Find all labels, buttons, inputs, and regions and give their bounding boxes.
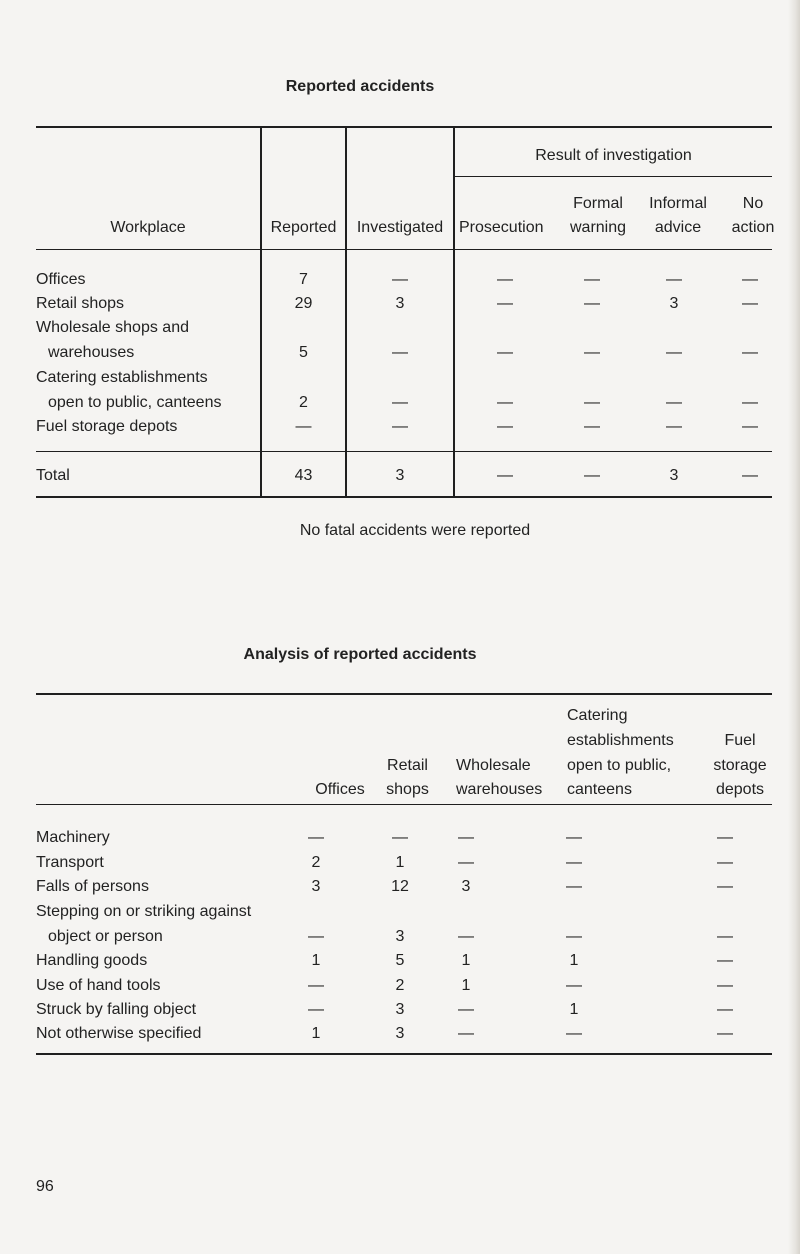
cell-wholesale: —: [458, 1001, 474, 1018]
table2-bottom-rule: [36, 1053, 772, 1055]
header-formal-line1: Formal: [573, 195, 623, 212]
header-retail-line1: Retail: [387, 757, 428, 774]
cell-prosecution: —: [497, 418, 513, 435]
cell-retail: 3: [395, 1025, 405, 1042]
table2-header-rule: [36, 804, 772, 805]
cell-fuel: —: [717, 878, 733, 895]
header-catering-line1: Catering: [567, 707, 628, 724]
cell-catering: —: [566, 854, 582, 871]
cell-fuel: —: [717, 854, 733, 871]
cell-investigated: —: [392, 271, 408, 288]
cell-investigated: —: [392, 344, 408, 361]
cell-catering: —: [566, 878, 582, 895]
cell-formal: —: [584, 344, 600, 361]
cell-noaction: —: [742, 271, 758, 288]
header-noaction-line2: action: [731, 219, 775, 236]
header-catering-line4: canteens: [567, 781, 632, 798]
cell-offices: —: [308, 829, 324, 846]
header-retail-line2: shops: [386, 781, 429, 798]
cell-formal: —: [584, 295, 600, 312]
cell-reported: 29: [294, 295, 313, 312]
row-label-cont: warehouses: [48, 344, 135, 361]
cell-catering: 1: [569, 1001, 579, 1018]
table1-bottom-rule: [36, 496, 772, 498]
header-prosecution: Prosecution: [459, 219, 544, 236]
table1-result-rule: [455, 176, 772, 177]
cell-fuel: —: [717, 928, 733, 945]
header-workplace: Workplace: [110, 219, 186, 236]
header-wholesale-line2: warehouses: [456, 781, 543, 798]
cell-noaction: —: [742, 394, 758, 411]
row-label-cont: open to public, canteens: [48, 394, 222, 411]
cell-reported: 2: [299, 394, 308, 411]
cell-wholesale: —: [458, 829, 474, 846]
row-label: Offices: [36, 271, 86, 288]
cell-fuel: —: [717, 1025, 733, 1042]
cell-formal: —: [584, 418, 600, 435]
row-label: Catering establishments: [36, 369, 208, 386]
cell-catering: 1: [569, 952, 579, 969]
cell-fuel: —: [717, 1001, 733, 1018]
table2-title: Analysis of reported accidents: [243, 646, 477, 663]
cell-wholesale: —: [458, 928, 474, 945]
cell-informal: —: [666, 271, 682, 288]
cell-wholesale: 1: [461, 977, 471, 994]
cell-formal: —: [584, 271, 600, 288]
total-reported: 43: [294, 467, 313, 484]
table1-total-rule: [36, 451, 772, 452]
header-offices: Offices: [315, 781, 365, 798]
fatal-accidents-note: No fatal accidents were reported: [299, 522, 531, 539]
cell-wholesale: —: [458, 854, 474, 871]
cell-offices: 2: [311, 854, 321, 871]
cell-reported: 5: [299, 344, 308, 361]
header-informal-line2: advice: [654, 219, 702, 236]
row-label: Fuel storage depots: [36, 418, 178, 435]
cell-wholesale: —: [458, 1025, 474, 1042]
table1-header-rule: [36, 249, 772, 250]
cell-prosecution: —: [497, 271, 513, 288]
header-formal-line2: warning: [569, 219, 627, 236]
cell-catering: —: [566, 1025, 582, 1042]
header-result-of-investigation: Result of investigation: [535, 147, 692, 164]
page-edge: [788, 0, 800, 1254]
cell-retail: 12: [391, 878, 409, 895]
cell-fuel: —: [717, 977, 733, 994]
cell-retail: 1: [395, 854, 405, 871]
table1-top-rule: [36, 126, 772, 128]
cell-offices: 1: [311, 952, 321, 969]
table1-title: Reported accidents: [285, 78, 435, 95]
cell-investigated: 3: [395, 295, 405, 312]
cell-noaction: —: [742, 344, 758, 361]
cell-reported: 7: [299, 271, 308, 288]
cell-informal: —: [666, 418, 682, 435]
cell-informal: 3: [669, 295, 679, 312]
cell-offices: —: [308, 1001, 324, 1018]
cell-catering: —: [566, 928, 582, 945]
total-investigated: 3: [395, 467, 405, 484]
header-fuel-line1: Fuel: [724, 732, 756, 749]
cell-retail: 2: [395, 977, 405, 994]
table2-top-rule: [36, 693, 772, 695]
total-prosecution: —: [497, 467, 513, 484]
cell-wholesale: 3: [461, 878, 471, 895]
total-formal: —: [584, 467, 600, 484]
cell-reported: —: [295, 418, 312, 435]
cell-catering: —: [566, 829, 582, 846]
page-number: 96: [36, 1178, 54, 1195]
header-catering-line3: open to public,: [567, 757, 672, 774]
cell-retail: 3: [395, 1001, 405, 1018]
row-label: Not otherwise specified: [36, 1025, 202, 1042]
row-label: Stepping on or striking against: [36, 903, 252, 920]
cell-catering: —: [566, 977, 582, 994]
header-investigated: Investigated: [356, 219, 444, 236]
cell-noaction: —: [742, 295, 758, 312]
cell-informal: —: [666, 344, 682, 361]
cell-informal: —: [666, 394, 682, 411]
cell-retail: —: [392, 829, 408, 846]
header-wholesale-line1: Wholesale: [456, 757, 531, 774]
header-informal-line1: Informal: [649, 195, 707, 212]
total-label: Total: [36, 467, 70, 484]
row-label: Transport: [36, 854, 104, 871]
cell-offices: —: [308, 977, 324, 994]
header-reported: Reported: [270, 219, 337, 236]
header-noaction-line1: No: [742, 195, 764, 212]
total-informal: 3: [669, 467, 679, 484]
total-noaction: —: [742, 467, 758, 484]
cell-fuel: —: [717, 952, 733, 969]
row-label: Machinery: [36, 829, 110, 846]
cell-offices: 1: [311, 1025, 321, 1042]
header-catering-line2: establishments: [567, 732, 674, 749]
header-fuel-line2: storage: [713, 757, 767, 774]
table1-col-divider-3: [453, 127, 455, 497]
cell-formal: —: [584, 394, 600, 411]
cell-prosecution: —: [497, 295, 513, 312]
row-label: Retail shops: [36, 295, 125, 312]
cell-prosecution: —: [497, 344, 513, 361]
row-label-cont: object or person: [48, 928, 163, 945]
cell-noaction: —: [742, 418, 758, 435]
cell-investigated: —: [392, 418, 408, 435]
cell-retail: 3: [395, 928, 405, 945]
cell-offices: —: [308, 928, 324, 945]
row-label: Falls of persons: [36, 878, 149, 895]
row-label: Handling goods: [36, 952, 148, 969]
cell-prosecution: —: [497, 394, 513, 411]
cell-wholesale: 1: [461, 952, 471, 969]
cell-fuel: —: [717, 829, 733, 846]
row-label: Use of hand tools: [36, 977, 161, 994]
header-fuel-line3: depots: [715, 781, 765, 798]
cell-offices: 3: [311, 878, 321, 895]
cell-investigated: —: [392, 394, 408, 411]
row-label: Wholesale shops and: [36, 319, 189, 336]
row-label: Struck by falling object: [36, 1001, 197, 1018]
cell-retail: 5: [395, 952, 405, 969]
